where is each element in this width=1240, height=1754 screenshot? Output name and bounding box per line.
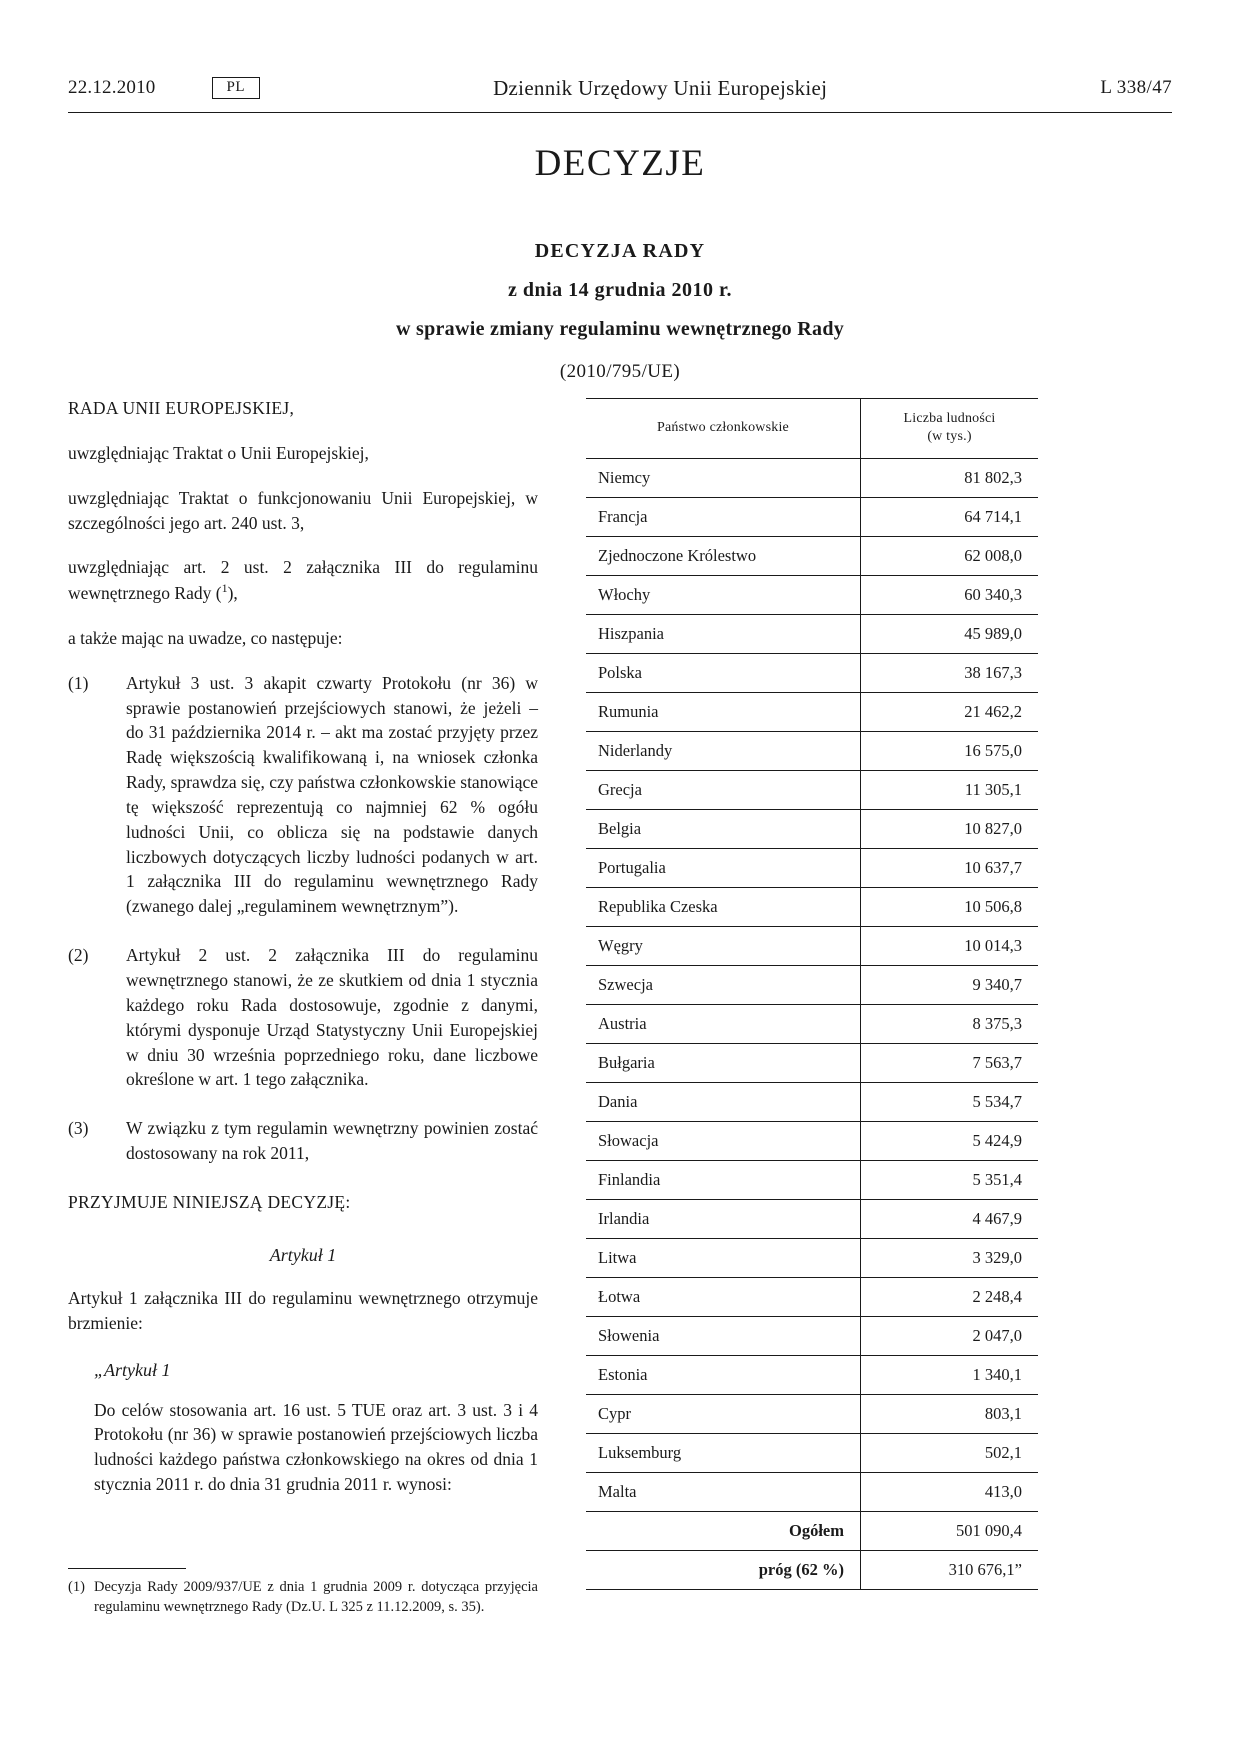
header-date: 22.12.2010 [68,77,156,98]
table-header-member-state: Państwo członkowskie [586,399,861,459]
footnote-1-text: Decyzja Rady 2009/937/UE z dnia 1 grudnia 2009 r. dotycząca przyjęcia regulaminu wewnętrznego Rady (Dz.U. L 325 z 11.12.2009, s. 35). [94,1579,538,1615]
table-cell-population: 11 305,1 [861,771,1039,810]
table-cell-member-state: Niemcy [586,459,861,498]
table-cell-member-state: Luksemburg [586,1434,861,1473]
table-cell-member-state: Hiszpania [586,615,861,654]
table-row-threshold [586,1551,1038,1590]
table-row [586,693,1038,732]
table-row [586,732,1038,771]
table-cell-population: 60 340,3 [861,576,1039,615]
table-cell-member-state: Słowacja [586,1122,861,1161]
table-cell-population: 1 340,1 [861,1356,1039,1395]
table-cell-population: 502,1 [861,1434,1039,1473]
recital-3 [68,1116,538,1166]
table-cell-member-state: Grecja [586,771,861,810]
table-cell-population: 16 575,0 [861,732,1039,771]
table-row [586,459,1038,498]
footnote-1-marker: (1) [68,1579,85,1595]
left-column [68,396,538,1497]
recital-1 [68,671,538,919]
table-cell-member-state: Węgry [586,927,861,966]
table-row [586,576,1038,615]
table-cell-member-state: Cypr [586,1395,861,1434]
table-cell-member-state: Austria [586,1005,861,1044]
act-title-block [270,240,970,383]
table-row [586,1044,1038,1083]
recital-1-text: Artykuł 3 ust. 3 akapit czwarty Protokołu (nr 36) w sprawie postanowień przejściowych stanowi, że jeżeli – do 31 października 2014 r. – akt ma zostać przyjęty przez Radę większością kwalifikowaną i, na wniosek członka Rady, sprawdza się, czy państwa członkowskie stanowiące tę większość reprezentują co najmniej 62 % ogółu ludności Unii, co oblicza się na podstawie danych liczbowych dotyczących liczby ludności podanych w art. 1 załącznika III do regulaminu wewnętrznego Rady (zwanego dalej „regulaminem wewnętrznym”). [126,672,538,917]
quoted-article-body: Do celów stosowania art. 16 ust. 5 TUE oraz art. 3 ust. 3 i 4 Protokołu (nr 36) w sprawie postanowień przejściowych liczba ludności każdego państwa członkowskiego na okres od dnia 1 stycznia 2011 r. do dnia 31 grudnia 2011 r. wynosi: [94,1399,538,1495]
preamble-citation-2: uwzględniając Traktat o funkcjonowaniu Unii Europejskiej, w szczególności jego art. 240 ust. 3, [68,487,538,533]
table-row [586,888,1038,927]
header-reference: L 338/47 [1100,77,1172,98]
table-body [586,459,1038,1590]
table-cell-member-state: Portugalia [586,849,861,888]
footnote-ref-1[interactable]: 1 [221,581,228,596]
table-cell-member-state: Łotwa [586,1278,861,1317]
recital-2 [68,943,538,1092]
preamble-institution: RADA UNII EUROPEJSKIEJ, [68,398,295,418]
recital-2-text: Artykuł 2 ust. 2 załącznika III do regulaminu wewnętrznego stanowi, że ze skutkiem od dnia 1 stycznia każdego roku Rada dostosowuje, zgodnie z danymi, którymi dysponuje Urząd Statystyczny Unii Europejskiej w dniu 30 września poprzedniego roku, dane liczbowe określone w art. 1 tego załącznika. [126,945,538,1090]
preamble-citation-3-end: ), [227,583,238,604]
table-cell-member-state: Republika Czeska [586,888,861,927]
act-title-line3: w sprawie zmiany regulaminu wewnętrznego Rady [395,318,845,340]
table-header-population [861,399,1039,459]
table-cell-member-state: Zjednoczone Królestwo [586,537,861,576]
table-cell-member-state: Bułgaria [586,1044,861,1083]
table-cell-member-state: Rumunia [586,693,861,732]
preamble-citation-3 [68,555,538,606]
page-header [68,66,1172,110]
table-cell-member-state: Dania [586,1083,861,1122]
header-publication-title: Dziennik Urzędowy Unii Europejskiej [493,75,828,100]
adoption-formula: PRZYJMUJE NINIEJSZĄ DECYZJĘ: [68,1191,351,1212]
table-cell-population: 38 167,3 [861,654,1039,693]
article-heading: Artykuł 1 [269,1244,337,1265]
preamble-citation-3-text: uwzględniając art. 2 ust. 2 załącznika III do regulaminu wewnętrznego Rady ( [68,557,538,604]
recital-2-number: (2) [68,945,89,966]
table-cell-population: 10 014,3 [861,927,1039,966]
table-cell-population: 7 563,7 [861,1044,1039,1083]
table-cell-population: 5 534,7 [861,1083,1039,1122]
table-row [586,1200,1038,1239]
table-cell-member-state: Malta [586,1473,861,1512]
table-cell-population: 45 989,0 [861,615,1039,654]
act-title-line2: z dnia 14 grudnia 2010 r. [507,279,733,301]
table-cell-member-state: Irlandia [586,1200,861,1239]
table-cell-population: 21 462,2 [861,693,1039,732]
table-cell-population: 5 424,9 [861,1122,1039,1161]
recital-3-text: W związku z tym regulamin wewnętrzny powinien zostać dostosowany na rok 2011, [126,1118,538,1164]
table-cell-population: 81 802,3 [861,459,1039,498]
table-row [586,498,1038,537]
table-row-total [586,1512,1038,1551]
table-cell-population: 64 714,1 [861,498,1039,537]
quoted-article-heading: „Artykuł 1 [94,1360,171,1380]
table-row [586,810,1038,849]
table-cell-population: 10 506,8 [861,888,1039,927]
header-language-box: PL [212,77,261,99]
table-row [586,849,1038,888]
table-row [586,615,1038,654]
table-row [586,1473,1038,1512]
table-cell-population: 9 340,7 [861,966,1039,1005]
table-header-row [586,399,1038,459]
table-header-population-line1: Liczba ludności [903,411,996,426]
table-row [586,1161,1038,1200]
table-row [586,1278,1038,1317]
recital-1-number: (1) [68,672,89,693]
table-cell-population: 3 329,0 [861,1239,1039,1278]
table-row [586,654,1038,693]
table-cell-population: 2 047,0 [861,1317,1039,1356]
table-row [586,1317,1038,1356]
table-cell-population: 8 375,3 [861,1005,1039,1044]
population-table-wrapper [586,398,1038,1590]
table-header-population-line2: (w tys.) [927,428,972,444]
table-row [586,1005,1038,1044]
footnote-1 [68,1577,538,1617]
table-cell-member-state: Polska [586,654,861,693]
footnote-block [68,1568,538,1617]
table-cell-member-state: Słowenia [586,1317,861,1356]
table-row [586,1434,1038,1473]
table-cell-threshold-value: 310 676,1” [861,1551,1039,1590]
table-cell-threshold-label: próg (62 %) [586,1551,861,1590]
preamble-whereas-intro: a także mając na uwadze, co następuje: [68,627,343,648]
table-row [586,1122,1038,1161]
table-row [586,771,1038,810]
table-row [586,1356,1038,1395]
table-cell-member-state: Finlandia [586,1161,861,1200]
table-cell-population: 2 248,4 [861,1278,1039,1317]
footnote-divider [68,1568,186,1569]
table-head [586,399,1038,459]
table-cell-population: 413,0 [861,1473,1039,1512]
table-cell-population: 5 351,4 [861,1161,1039,1200]
population-table [586,398,1038,1590]
recital-3-number: (3) [68,1118,89,1139]
table-cell-member-state: Niderlandy [586,732,861,771]
table-cell-population: 62 008,0 [861,537,1039,576]
preamble-citation-1: uwzględniając Traktat o Unii Europejskiej, [68,442,369,463]
table-cell-total-value: 501 090,4 [861,1512,1039,1551]
table-cell-population: 4 467,9 [861,1200,1039,1239]
table-cell-member-state: Włochy [586,576,861,615]
act-title-line1: DECYZJA RADY [534,240,706,262]
table-cell-total-label: Ogółem [586,1512,861,1551]
table-row [586,927,1038,966]
table-cell-member-state: Francja [586,498,861,537]
act-title-line4: (2010/795/UE) [559,361,681,382]
table-cell-population: 10 827,0 [861,810,1039,849]
table-row [586,1239,1038,1278]
header-divider [68,112,1172,113]
table-row [586,966,1038,1005]
table-row [586,1083,1038,1122]
section-heading: DECYZJE [534,143,706,184]
table-cell-population: 803,1 [861,1395,1039,1434]
table-cell-member-state: Szwecja [586,966,861,1005]
table-cell-population: 10 637,7 [861,849,1039,888]
table-cell-member-state: Estonia [586,1356,861,1395]
article-intro: Artykuł 1 załącznika III do regulaminu wewnętrznego otrzymuje brzmienie: [68,1288,538,1334]
table-row [586,1395,1038,1434]
table-cell-member-state: Belgia [586,810,861,849]
table-row [586,537,1038,576]
table-cell-member-state: Litwa [586,1239,861,1278]
